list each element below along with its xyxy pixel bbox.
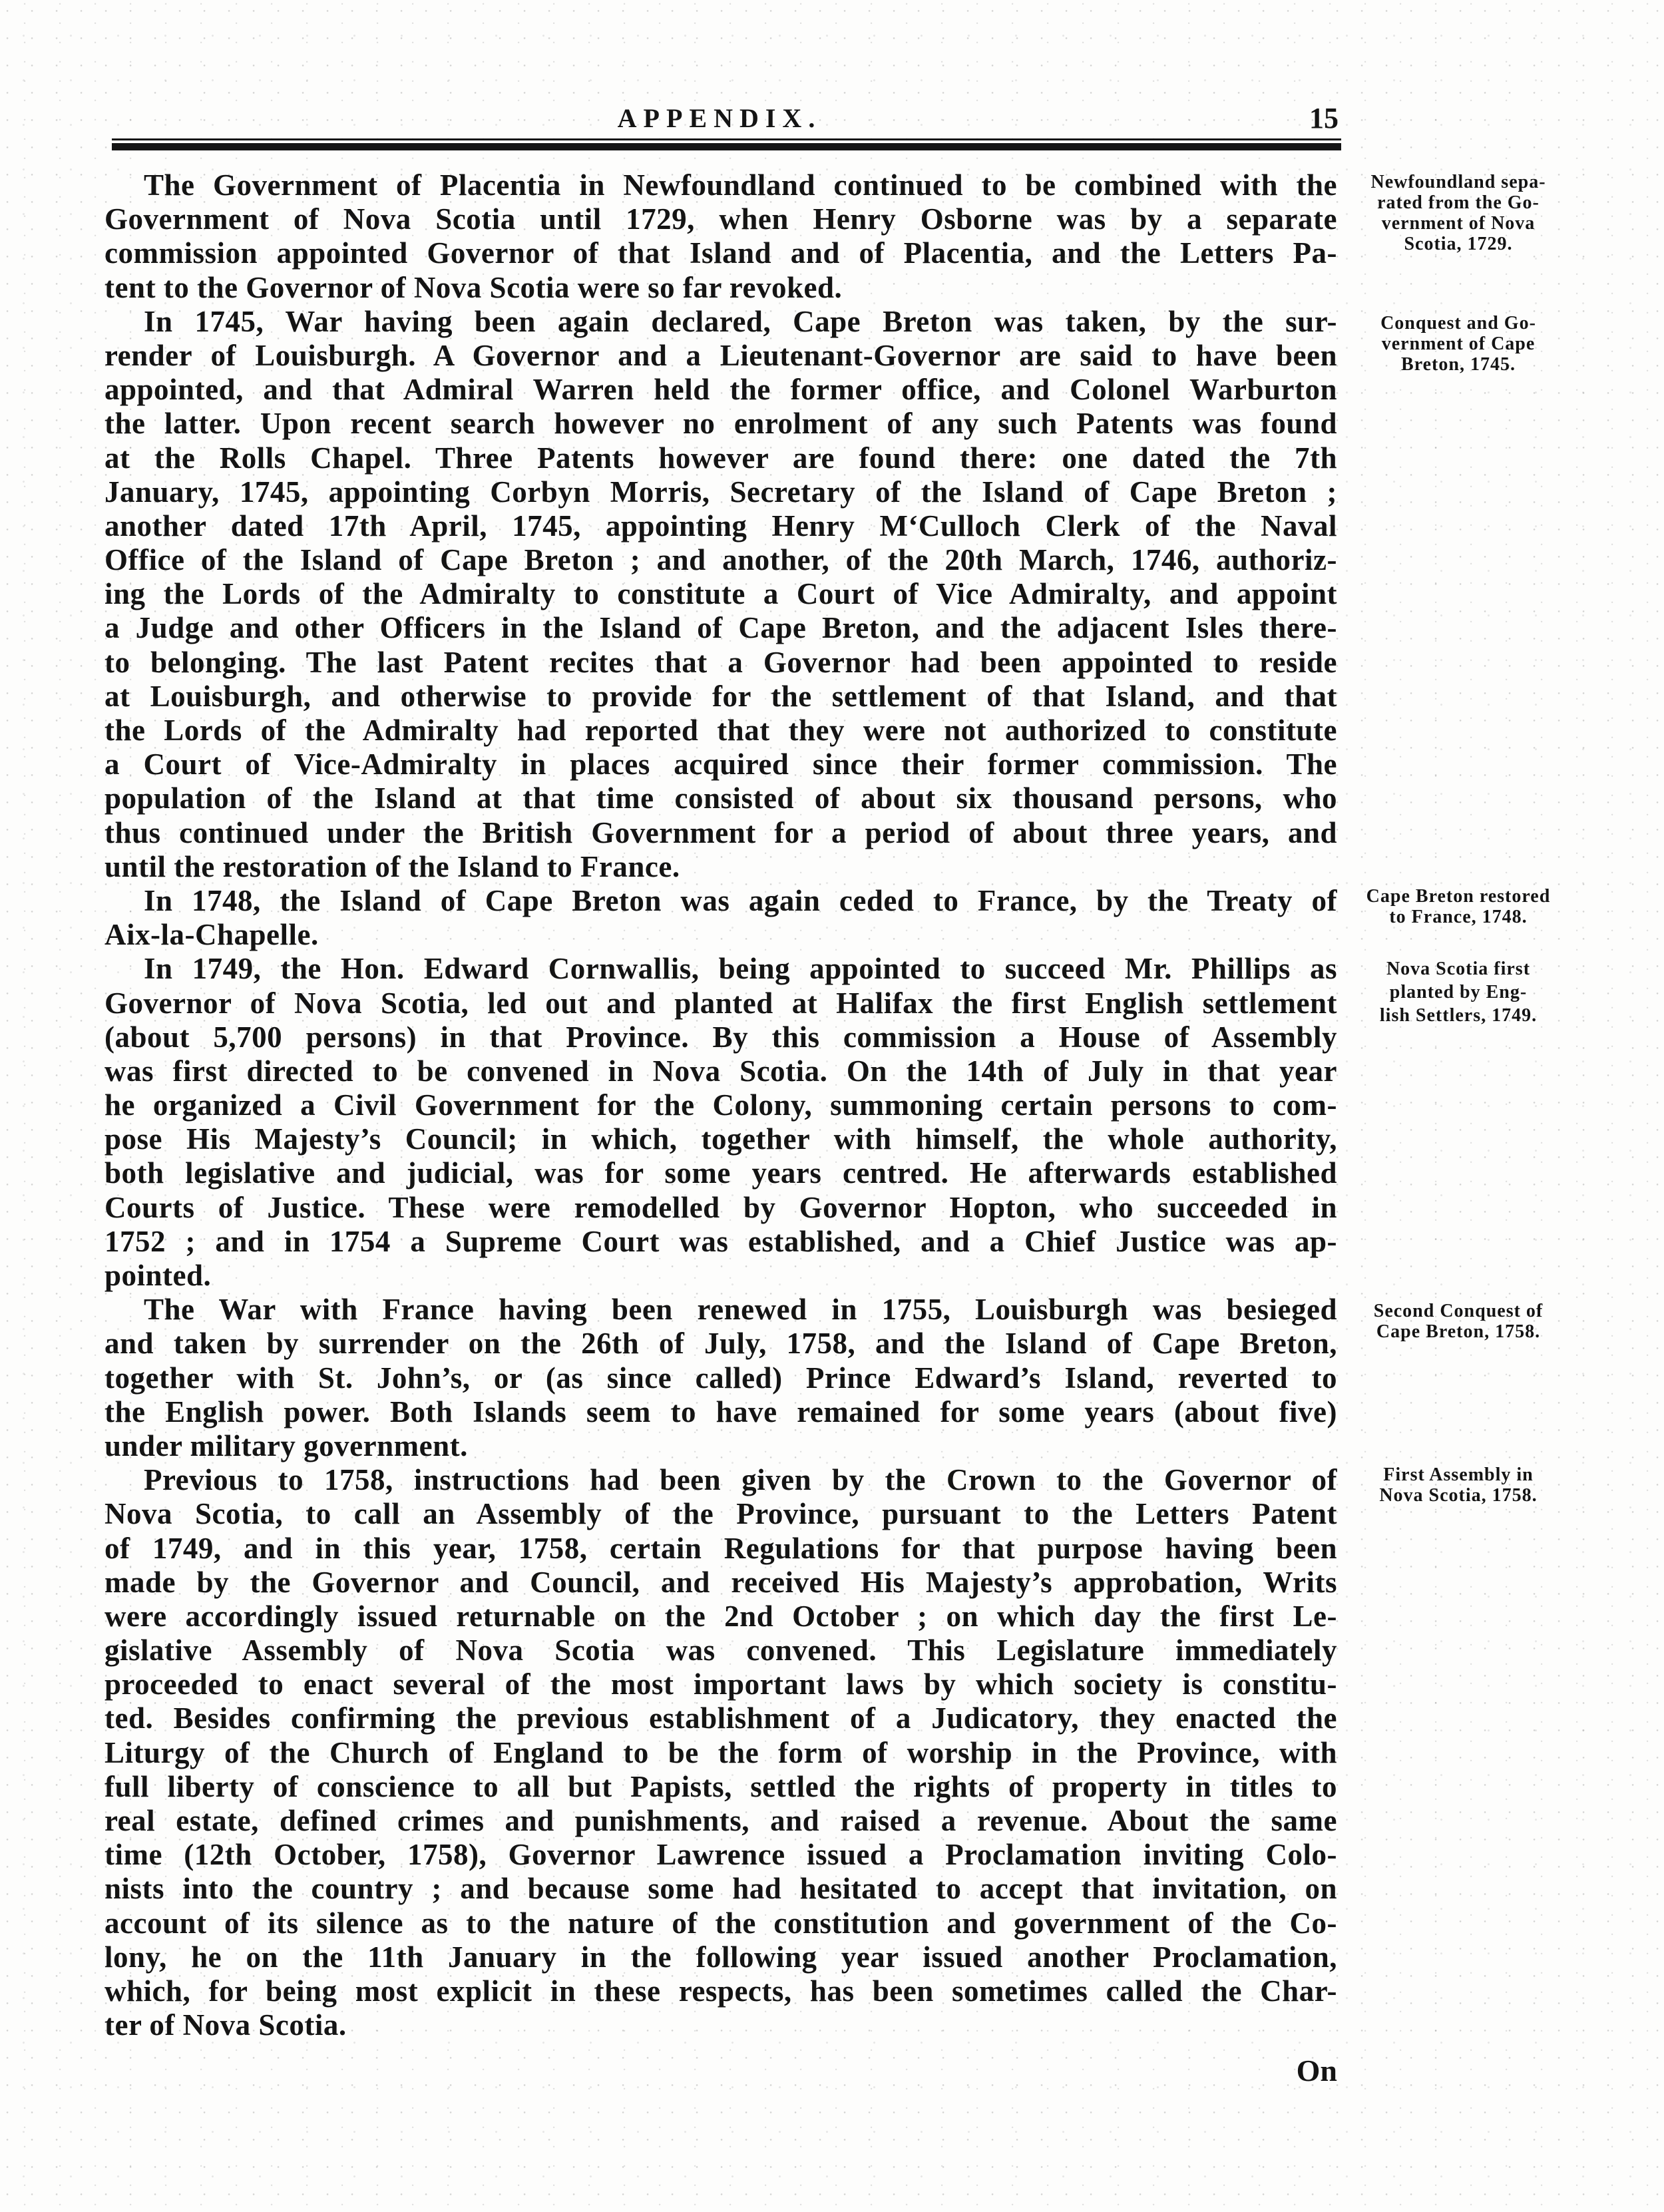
- text-line: Nova Scotia, to call an Assembly of the Province, pursuant to the Letters Patent: [104, 1497, 1337, 1531]
- text-line: commission appointed Governor of that Island and of Placentia, and the Letters Pa-: [104, 236, 1337, 270]
- text-line: 1752 ; and in 1754 a Supreme Court was established, and a Chief Justice was ap-: [104, 1224, 1337, 1258]
- text-line: pointed.: [104, 1259, 212, 1292]
- text-line: pose His Majesty’s Council; in which, together with himself, the whole authority,: [104, 1122, 1337, 1156]
- sidenote-line: Cape Breton restored: [1366, 886, 1551, 907]
- paragraph-cape-breton-1748: [104, 884, 1337, 952]
- text-line: account of its silence as to the nature of the constitution and government of the Co-: [104, 1906, 1337, 1940]
- sidenote-line: to France, 1748.: [1389, 907, 1528, 927]
- text-line: at the Rolls Chapel. Three Patents however are found there: one dated the 7th: [104, 441, 1337, 475]
- text-line: were accordingly issued returnable on the 2nd October ; on which day the first Le-: [104, 1599, 1337, 1633]
- text-line: thus continued under the British Government for a period of about three years, and: [104, 815, 1337, 849]
- catchword: On: [1296, 2054, 1337, 2088]
- body-text: [104, 168, 1337, 2042]
- text-line: In 1745, War having been again declared, Cape Breton was taken, by the sur-: [144, 304, 1337, 338]
- header-rule-thin: [112, 138, 1341, 140]
- text-line: render of Louisburgh. A Governor and a Lieutenant-Governor are said to have been: [104, 338, 1337, 372]
- sidenote-nova-scotia-planted: [1352, 957, 1564, 1027]
- text-line: ing the Lords of the Admiralty to constitute a Court of Vice Admiralty, and appoint: [104, 577, 1337, 611]
- header-rule-thick: [112, 143, 1341, 150]
- text-line: real estate, defined crimes and punishments, and raised a revenue. About the same: [104, 1804, 1337, 1837]
- paragraph-nova-scotia-1749: [104, 952, 1337, 1293]
- text-line: tent to the Governor of Nova Scotia were so far revoked.: [104, 270, 843, 304]
- text-line: Government of Nova Scotia until 1729, when Henry Osborne was by a separate: [104, 202, 1337, 236]
- paragraph-first-assembly: [104, 1463, 1337, 2042]
- text-line: appointed, and that Admiral Warren held the former office, and Colonel Warburton: [104, 373, 1337, 407]
- text-line: made by the Governor and Council, and received His Majesty’s approbation, Writs: [104, 1565, 1337, 1599]
- text-line: a Court of Vice-Admiralty in places acquired since their former commission. The: [104, 748, 1337, 781]
- text-line: In 1748, the Island of Cape Breton was again ceded to France, by the Treaty of: [144, 883, 1337, 917]
- text-line: Liturgy of the Church of England to be the form of worship in the Province, with: [104, 1735, 1337, 1769]
- sidenote-line: rated from the Go-: [1377, 192, 1540, 213]
- text-line: proceeded to enact several of the most important laws by which society is constitu-: [104, 1667, 1337, 1701]
- text-line: time (12th October, 1758), Governor Lawrence issued a Proclamation inviting Colo-: [104, 1838, 1337, 1872]
- text-line: In 1749, the Hon. Edward Cornwallis, being appointed to succeed Mr. Phillips as: [144, 952, 1337, 986]
- sidenote-second-conquest: [1352, 1301, 1564, 1342]
- text-line: the English power. Both Islands seem to have remained for some years (about five): [104, 1395, 1337, 1429]
- sidenote-line: Cape Breton, 1758.: [1376, 1321, 1541, 1342]
- text-line: Office of the Island of Cape Breton ; and another, of the 20th March, 1746, authoriz-: [104, 543, 1337, 577]
- text-line: which, for being most explicit in these respects, has been sometimes called the Char-: [104, 1974, 1337, 2008]
- sidenote-line: vernment of Nova: [1381, 213, 1536, 234]
- paragraph-second-conquest: [104, 1293, 1337, 1463]
- text-line: a Judge and other Officers in the Island of Cape Breton, and the adjacent Isles there-: [104, 611, 1337, 645]
- sidenote-line: Breton, 1745.: [1401, 354, 1516, 375]
- text-line: January, 1745, appointing Corbyn Morris, Secretary of the Island of Cape Breton ;: [104, 475, 1337, 509]
- sidenote-line: Scotia, 1729.: [1404, 234, 1513, 254]
- text-line: gislative Assembly of Nova Scotia was convened. This Legislature immediately: [104, 1634, 1337, 1667]
- text-line: The War with France having been renewed in 1755, Louisburgh was besieged: [144, 1293, 1337, 1327]
- page-number: 15: [1309, 102, 1339, 134]
- sidenote-line: vernment of Cape: [1381, 333, 1536, 354]
- text-line: Courts of Justice. These were remodelled by Governor Hopton, who succeeded in: [104, 1190, 1337, 1224]
- sidenote-line: lish Settlers, 1749.: [1379, 1005, 1538, 1026]
- sidenote-line: Nova Scotia first: [1386, 959, 1531, 979]
- text-line: Aix-la-Chapelle.: [104, 918, 319, 952]
- sidenote-conquest-cape-breton: [1352, 313, 1564, 375]
- paragraph-cape-breton-1745: [104, 305, 1337, 884]
- sidenote-first-assembly: [1352, 1464, 1564, 1506]
- text-line: lony, he on the 11th January in the following year issued another Proclamation,: [104, 1940, 1337, 1974]
- sidenote-cape-breton-restored: [1352, 886, 1564, 927]
- text-line: ter of Nova Scotia.: [104, 2008, 347, 2042]
- sidenote-line: Second Conquest of: [1373, 1301, 1544, 1321]
- text-line: The Government of Placentia in Newfoundland continued to be combined with the: [144, 168, 1337, 202]
- text-line: together with St. John’s, or (as since called) Prince Edward’s Island, reverted to: [104, 1361, 1337, 1395]
- sidenote-newfoundland-separated: [1352, 172, 1564, 254]
- text-line: nists into the country ; and because some had hesitated to accept that invitation, on: [104, 1872, 1337, 1906]
- text-line: Previous to 1758, instructions had been given by the Crown to the Governor of: [144, 1463, 1337, 1497]
- text-line: ted. Besides confirming the previous establishment of a Judicatory, they enacted the: [104, 1701, 1337, 1735]
- text-line: population of the Island at that time consisted of about six thousand persons, who: [104, 781, 1337, 815]
- sidenote-line: planted by Eng-: [1389, 982, 1528, 1002]
- text-line: (about 5,700 persons) in that Province. By this commission a House of Assembly: [104, 1020, 1337, 1054]
- text-line: until the restoration of the Island to France.: [104, 849, 680, 883]
- text-line: and taken by surrender on the 26th of July, 1758, and the Island of Cape Breton,: [104, 1327, 1337, 1361]
- text-line: the Lords of the Admiralty had reported that they were not authorized to constitute: [104, 714, 1337, 747]
- text-line: full liberty of conscience to all but Papists, settled the rights of property in titles to: [104, 1769, 1337, 1803]
- paragraph-placentia: [104, 168, 1337, 305]
- text-line: another dated 17th April, 1745, appointing Henry M‘Culloch Clerk of the Naval: [104, 509, 1337, 543]
- text-line: of 1749, and in this year, 1758, certain Regulations for that purpose having been: [104, 1531, 1337, 1565]
- text-line: the latter. Upon recent search however no enrolment of any such Patents was found: [104, 407, 1337, 441]
- text-line: he organized a Civil Government for the Colony, summoning certain persons to com-: [104, 1088, 1337, 1122]
- text-line: was first directed to be convened in Nova Scotia. On the 14th of July in that year: [104, 1054, 1337, 1088]
- running-title: APPENDIX.: [617, 103, 822, 133]
- text-line: at Louisburgh, and otherwise to provide for the settlement of that Island, and that: [104, 679, 1337, 713]
- sidenote-line: Nova Scotia, 1758.: [1379, 1485, 1538, 1506]
- text-line: under military government.: [104, 1429, 468, 1462]
- sidenote-line: Conquest and Go-: [1380, 313, 1536, 333]
- sidenote-line: First Assembly in: [1383, 1464, 1534, 1485]
- text-line: to belonging. The last Patent recites that a Governor had been appointed to reside: [104, 645, 1337, 679]
- text-line: Governor of Nova Scotia, led out and planted at Halifax the first English settlement: [104, 986, 1337, 1020]
- text-line: both legislative and judicial, was for some years centred. He afterwards established: [104, 1156, 1337, 1190]
- sidenote-line: Newfoundland sepa-: [1370, 172, 1546, 192]
